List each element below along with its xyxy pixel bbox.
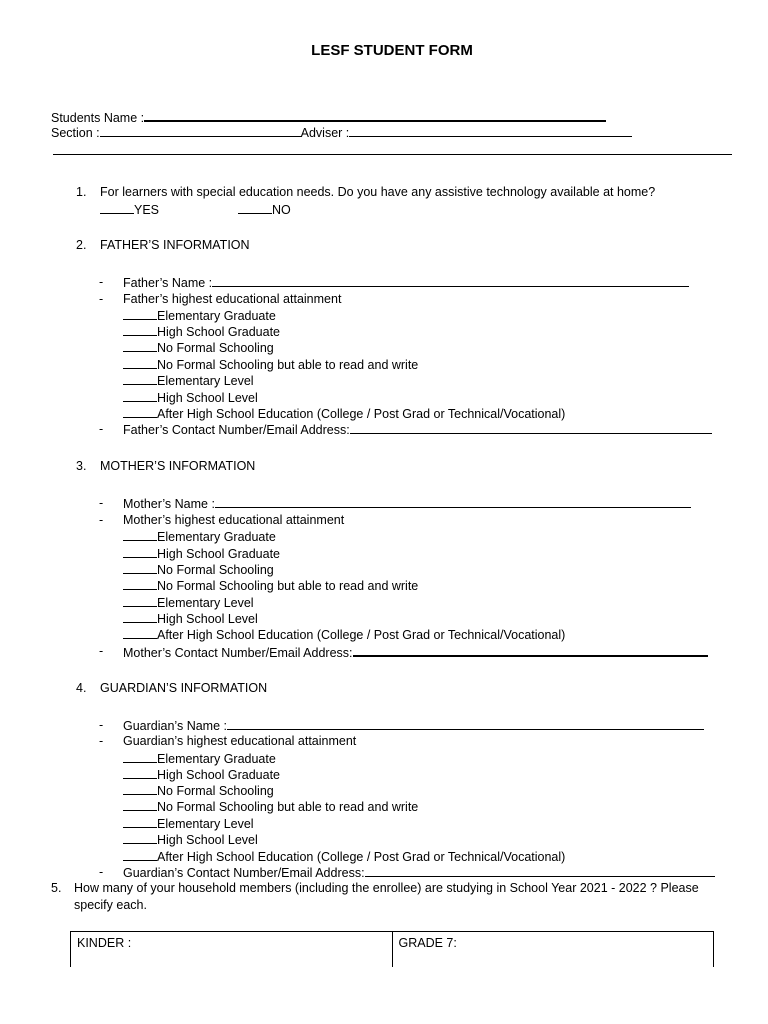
option-label: After High School Education (College / Post Grad or Technical/Vocational) bbox=[157, 628, 566, 642]
guardian-education-option bbox=[123, 815, 254, 832]
father-number: 2. bbox=[76, 238, 87, 252]
father-name-label: Father’s Name : bbox=[123, 276, 213, 290]
option-label: High School Level bbox=[157, 391, 258, 405]
guardian-education-blank[interactable] bbox=[123, 782, 157, 795]
q5-text-line1: How many of your household members (including the enrollee) are studying in School Year 2021 - 2022 ? Please bbox=[74, 881, 699, 895]
mother-education-blank[interactable] bbox=[123, 561, 157, 574]
grade7-label: GRADE 7: bbox=[398, 936, 457, 950]
father-education-option bbox=[123, 339, 274, 356]
guardian-name-field[interactable] bbox=[227, 717, 704, 730]
mother-education-option bbox=[123, 561, 274, 578]
bullet: - bbox=[99, 865, 104, 879]
option-label: Elementary Level bbox=[157, 817, 254, 831]
father-education-blank[interactable] bbox=[123, 307, 157, 320]
guardian-heading: GUARDIAN’S INFORMATION bbox=[100, 681, 268, 695]
mother-contact-field[interactable] bbox=[353, 643, 708, 657]
mother-education-label: Mother’s highest educational attainment bbox=[123, 513, 345, 527]
adviser-label: Adviser : bbox=[300, 126, 350, 140]
q1-no-label: NO bbox=[272, 203, 291, 217]
option-label: No Formal Schooling bbox=[157, 341, 274, 355]
guardian-education-blank[interactable] bbox=[123, 798, 157, 811]
father-education-blank[interactable] bbox=[123, 356, 157, 369]
guardian-education-blank[interactable] bbox=[123, 750, 157, 763]
guardian-education-blank[interactable] bbox=[123, 848, 157, 861]
mother-education-blank[interactable] bbox=[123, 577, 157, 590]
guardian-education-option bbox=[123, 798, 418, 815]
father-education-blank[interactable] bbox=[123, 323, 157, 336]
q1-yes-option bbox=[100, 201, 159, 218]
guardian-name-row bbox=[123, 717, 704, 734]
option-label: Elementary Level bbox=[157, 374, 254, 388]
kinder-cell[interactable] bbox=[71, 932, 393, 968]
guardian-education-option bbox=[123, 750, 276, 767]
q1-text: For learners with special education needs. Do you have any assistive technology available at home? bbox=[100, 185, 656, 199]
mother-education-option bbox=[123, 594, 254, 611]
bullet: - bbox=[99, 422, 104, 436]
guardian-education-option bbox=[123, 766, 280, 783]
mother-education-option bbox=[123, 528, 276, 545]
father-education-option bbox=[123, 323, 280, 340]
grade-table bbox=[70, 931, 714, 967]
bullet: - bbox=[99, 292, 104, 306]
option-label: After High School Education (College / Post Grad or Technical/Vocational) bbox=[157, 407, 566, 421]
q5-text-line2: specify each. bbox=[74, 898, 147, 912]
mother-number: 3. bbox=[76, 459, 87, 473]
guardian-education-label: Guardian’s highest educational attainment bbox=[123, 734, 357, 748]
father-contact-row bbox=[123, 421, 712, 438]
guardian-number: 4. bbox=[76, 681, 87, 695]
option-label: High School Graduate bbox=[157, 325, 280, 339]
bullet: - bbox=[99, 718, 104, 732]
guardian-contact-field[interactable] bbox=[365, 864, 715, 877]
option-label: Elementary Graduate bbox=[157, 309, 276, 323]
bullet: - bbox=[99, 496, 104, 510]
father-education-option bbox=[123, 405, 565, 422]
father-name-row bbox=[123, 274, 689, 291]
mother-education-blank[interactable] bbox=[123, 545, 157, 558]
guardian-education-blank[interactable] bbox=[123, 815, 157, 828]
q5-number: 5. bbox=[51, 881, 62, 895]
q1-no-blank[interactable] bbox=[238, 201, 272, 214]
student-name-field[interactable] bbox=[144, 108, 606, 122]
option-label: No Formal Schooling but able to read and write bbox=[157, 358, 419, 372]
bullet: - bbox=[99, 644, 104, 658]
q1-number: 1. bbox=[76, 185, 87, 199]
option-label: No Formal Schooling but able to read and write bbox=[157, 579, 419, 593]
mother-education-blank[interactable] bbox=[123, 594, 157, 607]
guardian-contact-row bbox=[123, 864, 715, 881]
option-label: Elementary Level bbox=[157, 596, 254, 610]
section-row bbox=[51, 124, 632, 141]
bullet: - bbox=[99, 513, 104, 527]
father-education-blank[interactable] bbox=[123, 372, 157, 385]
section-field[interactable] bbox=[100, 124, 301, 137]
option-label: High School Level bbox=[157, 612, 258, 626]
father-contact-label: Father’s Contact Number/Email Address: bbox=[123, 423, 350, 437]
guardian-education-option bbox=[123, 782, 274, 799]
kinder-label: KINDER : bbox=[77, 936, 132, 950]
father-name-field[interactable] bbox=[212, 274, 689, 287]
mother-education-blank[interactable] bbox=[123, 610, 157, 623]
q1-no-option bbox=[238, 201, 291, 218]
father-education-blank[interactable] bbox=[123, 389, 157, 402]
father-education-option bbox=[123, 356, 418, 373]
option-label: High School Graduate bbox=[157, 547, 280, 561]
father-education-option bbox=[123, 307, 276, 324]
mother-education-option bbox=[123, 577, 418, 594]
father-education-blank[interactable] bbox=[123, 405, 157, 418]
mother-education-option bbox=[123, 626, 565, 643]
mother-education-option bbox=[123, 610, 258, 627]
option-label: Elementary Graduate bbox=[157, 530, 276, 544]
student-name-label: Students Name : bbox=[51, 111, 145, 125]
mother-name-row bbox=[123, 495, 691, 512]
father-education-label: Father’s highest educational attainment bbox=[123, 292, 342, 306]
guardian-education-blank[interactable] bbox=[123, 766, 157, 779]
table-row bbox=[71, 932, 714, 968]
father-contact-field[interactable] bbox=[350, 421, 712, 434]
option-label: No Formal Schooling bbox=[157, 563, 274, 577]
mother-contact-row bbox=[123, 643, 708, 661]
page-title: LESF STUDENT FORM bbox=[311, 42, 473, 59]
section-label: Section : bbox=[51, 126, 100, 140]
divider-line bbox=[53, 154, 732, 155]
grade7-cell[interactable] bbox=[392, 932, 714, 968]
father-education-option bbox=[123, 372, 254, 389]
mother-name-label: Mother’s Name : bbox=[123, 497, 215, 511]
option-label: High School Graduate bbox=[157, 768, 280, 782]
guardian-education-blank[interactable] bbox=[123, 831, 157, 844]
guardian-contact-label: Guardian’s Contact Number/Email Address: bbox=[123, 866, 365, 880]
father-education-blank[interactable] bbox=[123, 339, 157, 352]
guardian-education-option bbox=[123, 848, 565, 865]
option-label: High School Level bbox=[157, 833, 258, 847]
q1-yes-label: YES bbox=[134, 203, 160, 217]
mother-contact-label: Mother’s Contact Number/Email Address: bbox=[123, 646, 353, 660]
option-label: No Formal Schooling but able to read and write bbox=[157, 800, 419, 814]
mother-education-option bbox=[123, 545, 280, 562]
mother-heading: MOTHER’S INFORMATION bbox=[100, 459, 256, 473]
bullet: - bbox=[99, 275, 104, 289]
q1-yes-blank[interactable] bbox=[100, 201, 134, 214]
father-education-option bbox=[123, 389, 258, 406]
mother-education-blank[interactable] bbox=[123, 528, 157, 541]
father-heading: FATHER’S INFORMATION bbox=[100, 238, 250, 252]
guardian-education-option bbox=[123, 831, 258, 848]
option-label: No Formal Schooling bbox=[157, 784, 274, 798]
mother-education-blank[interactable] bbox=[123, 626, 157, 639]
adviser-field[interactable] bbox=[349, 124, 632, 137]
bullet: - bbox=[99, 734, 104, 748]
guardian-name-label: Guardian’s Name : bbox=[123, 719, 227, 733]
option-label: After High School Education (College / Post Grad or Technical/Vocational) bbox=[157, 850, 566, 864]
mother-name-field[interactable] bbox=[215, 495, 691, 508]
option-label: Elementary Graduate bbox=[157, 752, 276, 766]
